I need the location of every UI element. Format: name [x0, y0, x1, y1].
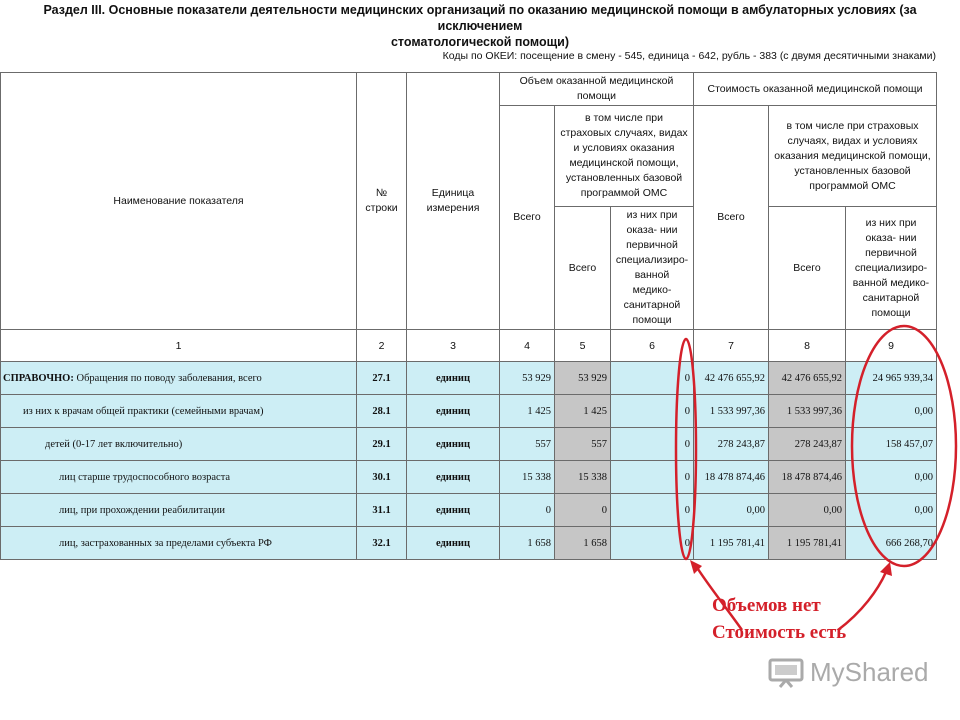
row-prefix: СПРАВОЧНО: [3, 372, 74, 384]
row-unit: единиц [407, 494, 500, 527]
table-row [1, 428, 937, 461]
column-number-row [1, 330, 937, 362]
cell-cost-oms: 0,00 [769, 494, 846, 527]
cell-volume-total: 53 929 [500, 362, 555, 395]
row-label [1, 527, 357, 560]
col-header-volume-sub-total: Всего [555, 207, 611, 330]
col-header-cost-primary: из них при оказа- нии первичной специализиро- ванной медико- санитарной помощи [846, 207, 937, 330]
col-number: 2 [357, 330, 407, 362]
cell-cost-total: 1 195 781,41 [694, 527, 769, 560]
cell-volume-total: 0 [500, 494, 555, 527]
row-name: из них к врачам общей практики (семейными врачам) [23, 405, 264, 417]
col-number: 7 [694, 330, 769, 362]
title-line-2: стоматологической помощи) [390, 35, 569, 49]
cell-volume-total: 557 [500, 428, 555, 461]
row-name: Обращения по поводу заболевания, всего [76, 372, 262, 384]
arrowhead-volume [690, 560, 702, 574]
row-unit: единиц [407, 461, 500, 494]
col-header-cost: Стоимость оказанной медицинской помощи [694, 73, 937, 106]
row-number: 32.1 [357, 527, 407, 560]
col-header-volume-oms: в том числе при страховых случаях, видах и условиях оказания медицинской помощи, установленных базовой программой ОМС [555, 106, 694, 207]
cell-cost-primary: 0,00 [846, 494, 937, 527]
arrowhead-cost [880, 562, 892, 576]
table-row [1, 362, 937, 395]
col-header-cost-sub-total: Всего [769, 207, 846, 330]
cell-cost-total: 278 243,87 [694, 428, 769, 461]
cell-volume-oms: 557 [555, 428, 611, 461]
table-row [1, 494, 937, 527]
row-unit: единиц [407, 395, 500, 428]
cell-cost-total: 1 533 997,36 [694, 395, 769, 428]
okei-codes: Коды по ОКЕИ: посещение в смену - 545, единица - 642, рубль - 383 (с двумя десятичными знаками) [442, 50, 936, 62]
col-number: 3 [407, 330, 500, 362]
row-unit: единиц [407, 428, 500, 461]
table-row [1, 527, 937, 560]
col-header-volume: Объем оказанной медицинской помощи [500, 73, 694, 106]
cell-volume-total: 15 338 [500, 461, 555, 494]
watermark-logo [768, 656, 929, 688]
col-header-cost-total: Всего [694, 106, 769, 330]
cell-cost-primary: 24 965 939,34 [846, 362, 937, 395]
annotation-line-1: Объемов нет [712, 595, 821, 616]
row-number: 28.1 [357, 395, 407, 428]
cell-volume-oms: 0 [555, 494, 611, 527]
table-row [1, 461, 937, 494]
col-header-volume-total: Всего [500, 106, 555, 330]
cell-volume-oms: 1 658 [555, 527, 611, 560]
cell-cost-oms: 278 243,87 [769, 428, 846, 461]
col-number: 4 [500, 330, 555, 362]
row-label [1, 461, 357, 494]
row-label [1, 362, 357, 395]
row-label [1, 428, 357, 461]
col-number: 8 [769, 330, 846, 362]
cell-volume-primary: 0 [611, 428, 694, 461]
cell-cost-oms: 18 478 874,46 [769, 461, 846, 494]
row-name: лиц, при прохождении реабилитации [59, 504, 226, 516]
col-header-row-no: № строки [357, 73, 407, 330]
col-header-cost-oms: в том числе при страховых случаях, видах и условиях оказания медицинской помощи, установленных базовой программой ОМС [769, 106, 937, 207]
cell-cost-oms: 1 533 997,36 [769, 395, 846, 428]
cell-volume-primary: 0 [611, 461, 694, 494]
cell-volume-primary: 0 [611, 362, 694, 395]
data-rows [1, 362, 937, 560]
col-number: 1 [1, 330, 357, 362]
table-row [1, 395, 937, 428]
cell-volume-primary: 0 [611, 494, 694, 527]
row-name: детей (0-17 лет включительно) [45, 438, 183, 450]
row-name: лиц старше трудоспособного возраста [59, 471, 231, 483]
cell-volume-total: 1 425 [500, 395, 555, 428]
col-number: 9 [846, 330, 937, 362]
col-number: 6 [611, 330, 694, 362]
annotation-line-2: Стоимость есть [712, 622, 847, 643]
cell-volume-oms: 53 929 [555, 362, 611, 395]
annotation-text [712, 592, 846, 646]
cell-volume-oms: 15 338 [555, 461, 611, 494]
cell-volume-primary: 0 [611, 527, 694, 560]
title-line-1: Раздел III. Основные показатели деятельности медицинских организаций по оказанию медицинской помощи в амбулаторных условиях (за исключением [43, 3, 917, 33]
col-header-volume-primary: из них при оказа- нии первичной специализиро- ванной медико- санитарной помощи [611, 207, 694, 330]
cell-cost-primary: 158 457,07 [846, 428, 937, 461]
row-number: 30.1 [357, 461, 407, 494]
projector-icon [768, 656, 804, 688]
cell-cost-oms: 1 195 781,41 [769, 527, 846, 560]
cell-cost-total: 42 476 655,92 [694, 362, 769, 395]
row-number: 29.1 [357, 428, 407, 461]
row-name: лиц, застрахованных за пределами субъекта РФ [59, 537, 272, 549]
col-number: 5 [555, 330, 611, 362]
cell-cost-primary: 0,00 [846, 395, 937, 428]
section-title [30, 2, 930, 50]
indicators-table [0, 72, 937, 560]
cell-cost-total: 0,00 [694, 494, 769, 527]
cell-cost-primary: 666 268,70 [846, 527, 937, 560]
cell-cost-total: 18 478 874,46 [694, 461, 769, 494]
watermark-text: MyShared [810, 656, 929, 687]
row-unit: единиц [407, 362, 500, 395]
row-label [1, 494, 357, 527]
col-header-name: Наименование показателя [1, 73, 357, 330]
row-number: 31.1 [357, 494, 407, 527]
row-label [1, 395, 357, 428]
cell-volume-primary: 0 [611, 395, 694, 428]
cell-volume-oms: 1 425 [555, 395, 611, 428]
cell-cost-oms: 42 476 655,92 [769, 362, 846, 395]
row-number: 27.1 [357, 362, 407, 395]
row-unit: единиц [407, 527, 500, 560]
cell-volume-total: 1 658 [500, 527, 555, 560]
col-header-unit: Единица измерения [407, 73, 500, 330]
cell-cost-primary: 0,00 [846, 461, 937, 494]
